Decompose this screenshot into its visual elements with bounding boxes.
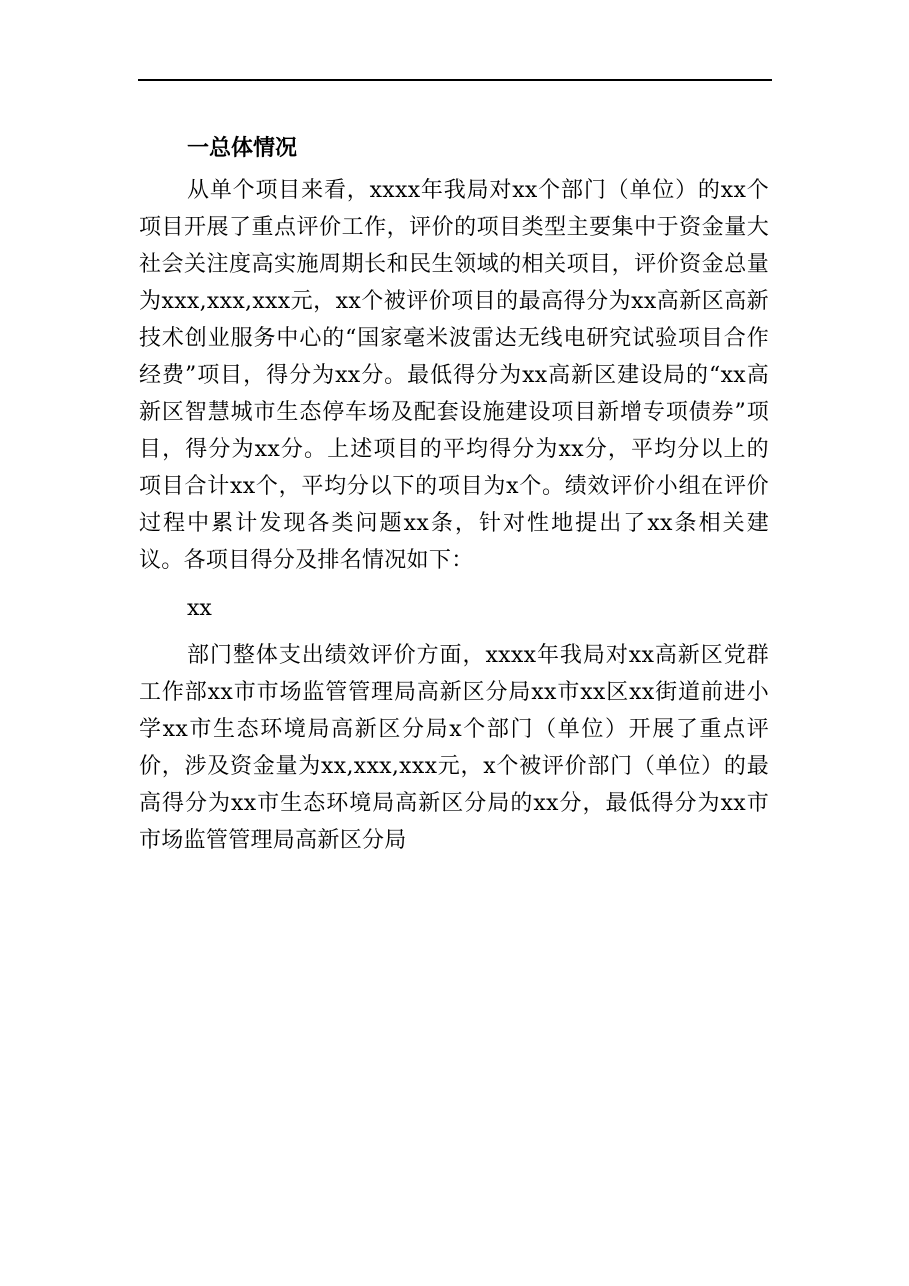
- table-placeholder: xx: [187, 596, 212, 621]
- paragraph-department-evaluation: 部门整体支出绩效评价方面，xxxx年我局对xx高新区党群工作部xx市市场监管管理局高新区分局xx市xx区xx街道前进小学xx市生态环境局高新区分局x个部门（单位）开展了重点评价，涉及资金量为xx,xxx,xxx元，x个被评价部门（单位）的最高得分为xx市生态环境局高新区分局的xx分，最低得分为xx市市场监管管理局高新区分局: [139, 643, 769, 853]
- paragraph-project-evaluation: 从单个项目来看，xxxx年我局对xx个部门（单位）的xx个项目开展了重点评价工作，评价的项目类型主要集中于资金量大社会关注度高实施周期长和民生领域的相关项目，评价资金总量为xxx,xxx,xxx元，xx个被评价项目的最高得分为xx高新区高新技术创业服务中心的“国家毫米波雷达无线电研究试验项目合作经费”项目，得分为xx分。最低得分为xx高新区建设局的“xx高新区智慧城市生态停车场及配套设施建设项目新增专项债券”项目，得分为xx分。上述项目的平均得分为xx分，平均分以上的项目合计xx个，平均分以下的项目为x个。绩效评价小组在评价过程中累计发现各类问题xx条，针对性地提出了xx条相关建议。各项目得分及排名情况如下：: [139, 178, 769, 573]
- header-rule: [138, 79, 772, 81]
- section-heading: 一总体情况: [187, 135, 298, 161]
- document-body: [139, 128, 769, 859]
